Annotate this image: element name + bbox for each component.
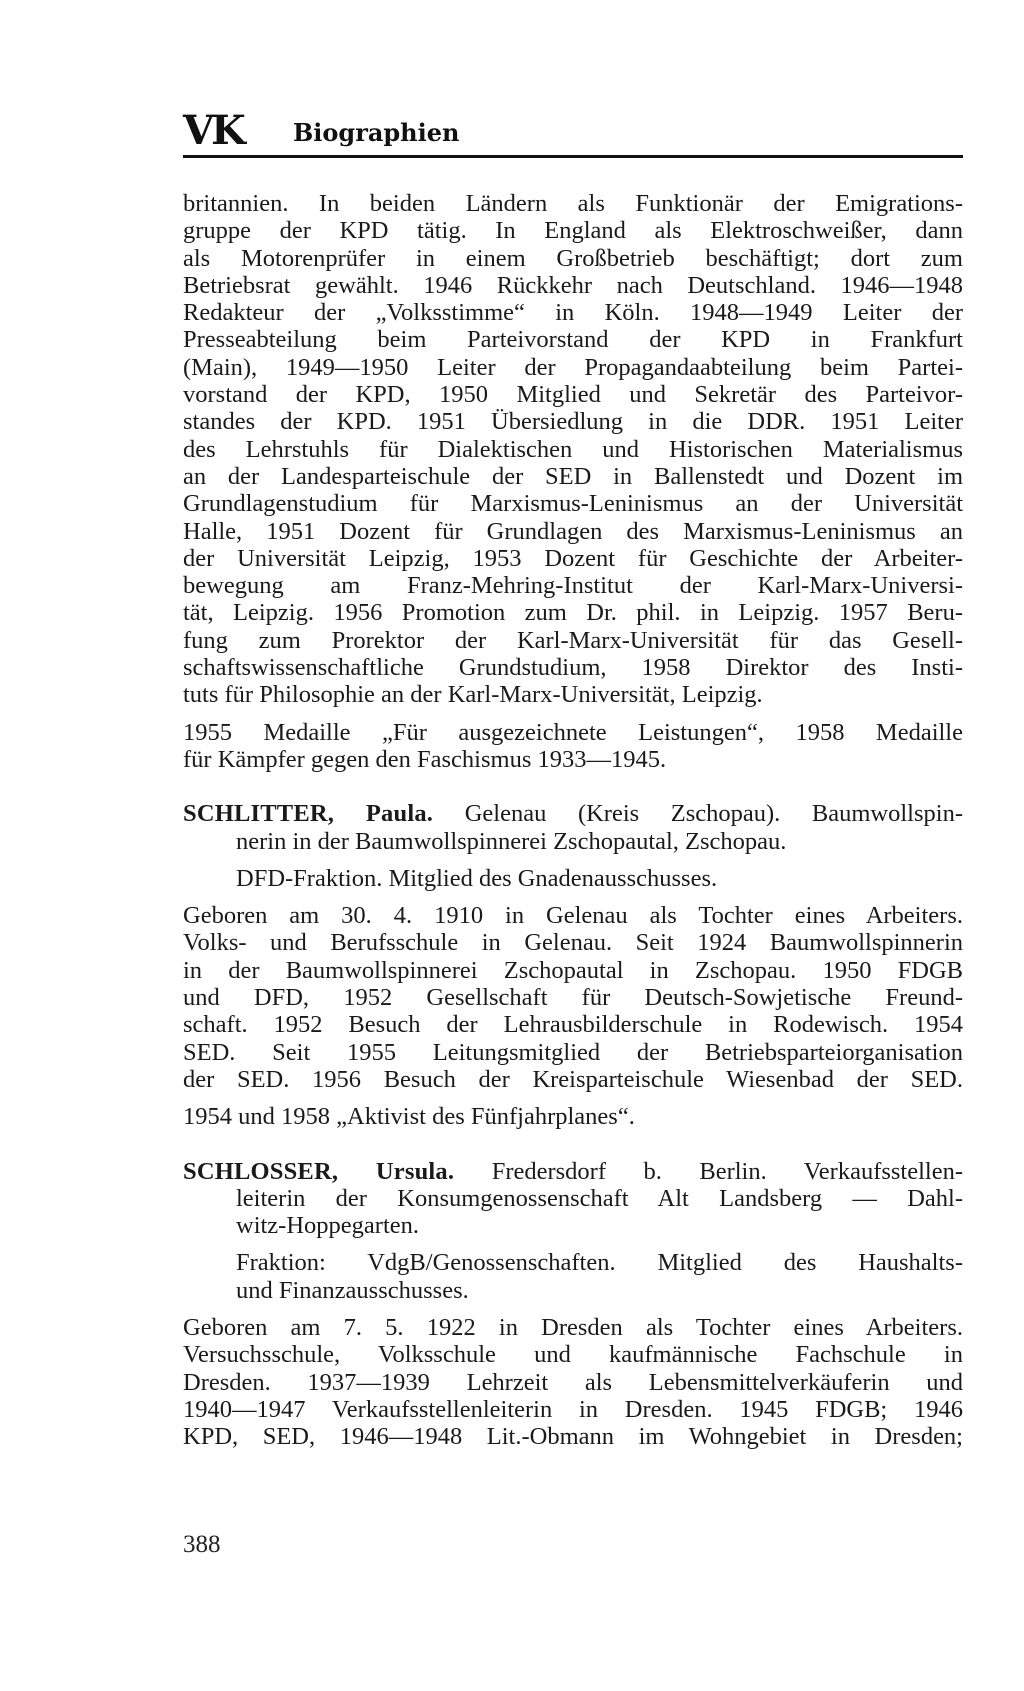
bio-line: SED. Seit 1955 Leitungsmitglied der Betriebsparteiorganisation (183, 1038, 963, 1066)
text-line: vorstand der KPD, 1950 Mitglied und Sekretär des Parteivor- (183, 381, 963, 409)
spacer (183, 1131, 963, 1158)
entry-header-text: Gelenau (Kreis Zschopau). Baumwollspin- (433, 800, 963, 828)
text-line: Presseabteilung beim Parteivorstand der KPD in Frankfurt (183, 326, 963, 354)
text-line: des Lehrstuhls für Dialektischen und Historischen Materialismus (183, 435, 963, 463)
bio-line: 1940—1947 Verkaufsstellenleiterin in Dresden. 1945 FDGB; 1946 (183, 1395, 963, 1423)
faction-line: DFD-Fraktion. Mitglied des Gnadenausschusses. (236, 864, 718, 892)
text-line: als Motorenprüfer in einem Großbetrieb beschäftigt; dort zum (183, 244, 963, 272)
text-line: Grundlagenstudium für Marxismus-Leninismus an der Universität (183, 490, 963, 518)
text-line: tuts für Philosophie an der Karl-Marx-Universität, Leipzig. (183, 681, 763, 709)
bio-line: und DFD, 1952 Gesellschaft für Deutsch-Sowjetische Freund- (183, 984, 963, 1012)
text-line: fung zum Prorektor der Karl-Marx-Universität für das Gesell- (183, 626, 963, 654)
faction-line: Fraktion: VdgB/Genossenschaften. Mitglied des Haushalts- (236, 1249, 963, 1277)
bio-line: in der Baumwollspinnerei Zschopautal in Zschopau. 1950 FDGB (183, 956, 963, 984)
page-body (183, 190, 963, 1450)
bio-line: schaft. 1952 Besuch der Lehrausbilderschule in Rodewisch. 1954 (183, 1011, 963, 1039)
entry-header-line (183, 1158, 963, 1185)
bio-line: der SED. 1956 Besuch der Kreisparteischule Wiesenbad der SED. (183, 1065, 963, 1093)
faction-line: und Finanzausschusses. (236, 1276, 469, 1304)
spacer (183, 892, 963, 902)
entry-header-line: witz-Hoppegarten. (236, 1212, 419, 1240)
award-line: 1954 und 1958 „Aktivist des Fünfjahrplanes“. (183, 1103, 635, 1131)
text-line: tät, Leipzig. 1956 Promotion zum Dr. phil. in Leipzig. 1957 Beru- (183, 599, 963, 627)
text-line: britannien. In beiden Ländern als Funktionär der Emigrations- (183, 190, 963, 217)
text-line: Redakteur der „Volksstimme“ in Köln. 1948—1949 Leiter der (183, 299, 963, 327)
section-mark: VK (183, 107, 243, 154)
text-line: schaftswissenschaftliche Grundstudium, 1958 Direktor des Insti- (183, 654, 963, 682)
bio-line: Volks- und Berufsschule in Gelenau. Seit 1924 Baumwollspinnerin (183, 929, 963, 957)
text-line: an der Landesparteischule der SED in Ballenstedt und Dozent im (183, 462, 963, 490)
entry-header-text: Fredersdorf b. Berlin. Verkaufsstellen- (454, 1157, 963, 1185)
entry-schlitter (183, 800, 963, 1130)
paragraph-continuation (183, 190, 963, 709)
text-line: 1955 Medaille „Für ausgezeichnete Leistungen“, 1958 Medaille (183, 718, 963, 746)
text-line: (Main), 1949—1950 Leiter der Propagandaabteilung beim Partei- (183, 353, 963, 381)
entry-schlosser (183, 1158, 963, 1451)
bio-line: Versuchsschule, Volksschule und kaufmännische Fachschule in (183, 1341, 963, 1369)
spacer (183, 709, 963, 719)
bio-line: Geboren am 7. 5. 1922 in Dresden als Tochter eines Arbeiters. (183, 1313, 963, 1341)
entry-name: SCHLOSSER, Ursula. (183, 1157, 455, 1185)
entry-name: SCHLITTER, Paula. (183, 800, 434, 828)
paragraph-awards (183, 719, 963, 774)
spacer (183, 1239, 963, 1249)
text-line: der Universität Leipzig, 1953 Dozent für Geschichte der Arbeiter- (183, 544, 963, 572)
text-line: gruppe der KPD tätig. In England als Elektroschweißer, dann (183, 217, 963, 245)
bio-line: KPD, SED, 1946—1948 Lit.-Obmann im Wohngebiet in Dresden; (183, 1423, 963, 1451)
spacer (183, 855, 963, 865)
text-line: bewegung am Franz-Mehring-Institut der Karl-Marx-Universi- (183, 572, 963, 600)
text-line: für Kämpfer gegen den Faschismus 1933—1945. (183, 745, 667, 773)
entry-header-line (183, 800, 963, 827)
bio-line: Dresden. 1937—1939 Lehrzeit als Lebensmittelverkäuferin und (183, 1368, 963, 1396)
entry-header-line: nerin in der Baumwollspinnerei Zschopautal, Zschopau. (236, 827, 787, 855)
header-rule (183, 155, 963, 158)
running-header (183, 108, 963, 154)
spacer (183, 773, 963, 800)
entry-header-line: leiterin der Konsumgenossenschaft Alt Landsberg — Dahl- (236, 1184, 963, 1212)
text-line: standes der KPD. 1951 Übersiedlung in die DDR. 1951 Leiter (183, 408, 963, 436)
text-line: Betriebsrat gewählt. 1946 Rückkehr nach Deutschland. 1946—1948 (183, 271, 963, 299)
spacer (183, 1093, 963, 1103)
spacer (183, 1304, 963, 1314)
bio-line: Geboren am 30. 4. 1910 in Gelenau als Tochter eines Arbeiters. (183, 902, 963, 930)
header-title: Biographien (293, 118, 460, 147)
page-number: 388 (183, 1531, 221, 1558)
text-line: Halle, 1951 Dozent für Grundlagen des Marxismus-Leninismus an (183, 517, 963, 545)
